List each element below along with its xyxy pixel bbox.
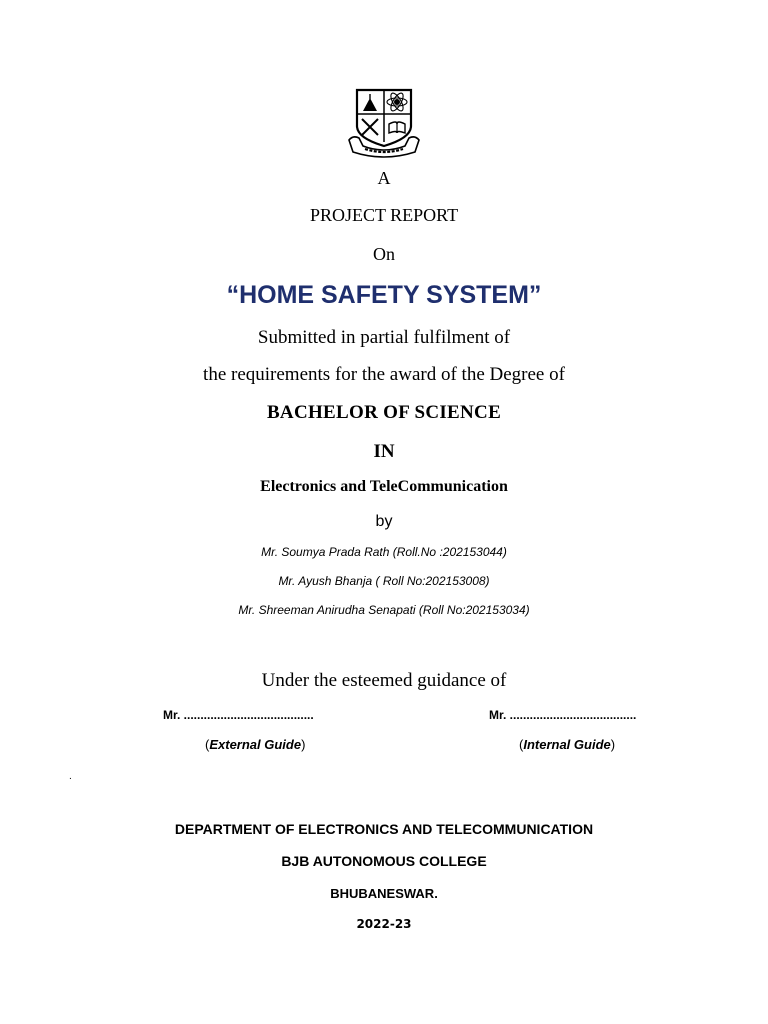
college-city: BHUBANESWAR. (330, 886, 438, 901)
internal-guide-role: (Internal Guide) (519, 737, 616, 752)
department-name: DEPARTMENT OF ELECTRONICS AND TELECOMMUNICATION (174, 821, 594, 837)
internal-guide-name: Mr. ...................................... (489, 708, 637, 722)
academic-session: 2022-23 (356, 917, 412, 931)
title-line-on: On (373, 244, 395, 264)
internal-guide-role-text: Internal Guide (523, 737, 611, 752)
student-entry: Mr. Shreeman Anirudha Senapati (Roll No:202153034) (238, 603, 530, 617)
submission-line-1: Submitted in partial fulfilment of (257, 327, 511, 348)
degree-name: BACHELOR OF SCIENCE (266, 402, 502, 423)
stray-dot: . (69, 771, 72, 782)
title-line-a: A (377, 168, 391, 188)
submission-line-2: the requirements for the award of the Degree of (203, 364, 565, 385)
student-entry: Mr. Ayush Bhanja ( Roll No:202153008) (278, 574, 490, 588)
project-title: “HOME SAFETY SYSTEM” (226, 281, 542, 309)
student-entry: Mr. Soumya Prada Rath (Roll.No :202153044) (261, 545, 507, 559)
college-emblem-icon (347, 86, 421, 158)
by-label: by (375, 513, 393, 530)
external-guide-name: Mr. ....................................... (163, 708, 314, 722)
external-guide-role: (External Guide) (205, 737, 306, 752)
guidance-line: Under the esteemed guidance of (261, 670, 507, 691)
branch-name: Electronics and TeleCommunication (260, 478, 508, 495)
external-guide-role-text: External Guide (209, 737, 302, 752)
project-report-heading: PROJECT REPORT (309, 205, 459, 225)
college-name: BJB AUTONOMOUS COLLEGE (281, 853, 487, 869)
degree-in: IN (373, 441, 395, 462)
